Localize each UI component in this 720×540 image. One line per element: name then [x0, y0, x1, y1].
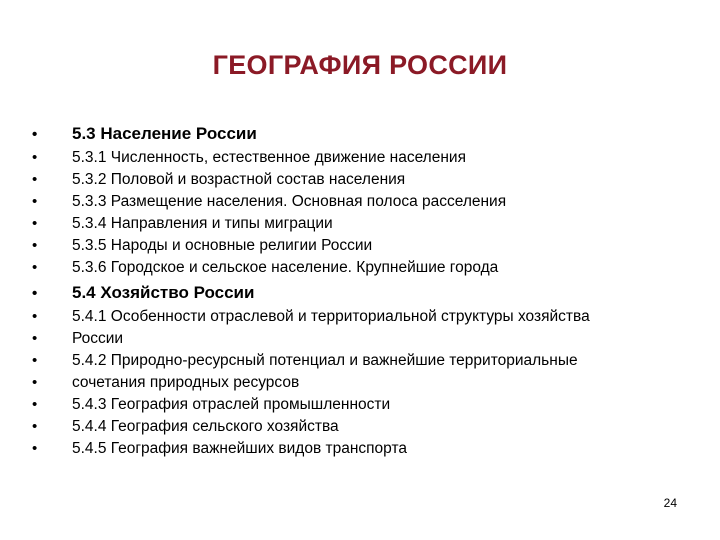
list-item — [30, 235, 700, 257]
item-text: 5.3.4 Направления и типы миграции — [72, 215, 333, 232]
list-item — [30, 372, 700, 394]
bullet-icon: • — [32, 126, 38, 143]
item-text: 5.4.2 Природно-ресурсный потенциал и важнейшие территориальные — [72, 352, 578, 369]
bullet-icon: • — [32, 352, 38, 369]
bullet-icon: • — [32, 285, 38, 302]
item-text: сочетания природных ресурсов — [72, 374, 300, 391]
list-item — [30, 169, 700, 191]
bullet-icon: • — [32, 215, 38, 232]
list-item — [30, 394, 700, 416]
item-text: 5.3.5 Народы и основные религии России — [72, 237, 373, 254]
bullet-icon: • — [32, 149, 38, 166]
list-item — [30, 328, 700, 350]
list-item — [30, 279, 700, 306]
list-item — [30, 350, 700, 372]
item-text: 5.3 Население России — [72, 124, 257, 143]
list-item — [30, 213, 700, 235]
item-text: 5.3.1 Численность, естественное движение населения — [72, 149, 466, 166]
bullet-icon: • — [32, 237, 38, 254]
slide-title: ГЕОГРАФИЯ РОССИИ — [212, 50, 508, 80]
bullet-list — [30, 120, 700, 460]
bullet-icon: • — [32, 330, 38, 347]
item-text: 5.3.3 Размещение населения. Основная полоса расселения — [72, 193, 507, 210]
item-text: 5.4.3 География отраслей промышленности — [72, 396, 391, 413]
list-item — [30, 257, 700, 279]
item-text: 5.4 Хозяйство России — [72, 283, 255, 302]
item-text: России — [72, 330, 124, 347]
bullet-icon: • — [32, 374, 38, 391]
list-item — [30, 416, 700, 438]
item-text: 5.4.1 Особенности отраслевой и территориальной структуры хозяйства — [72, 308, 590, 325]
bullet-icon: • — [32, 418, 38, 435]
list-item — [30, 306, 700, 328]
bullet-icon: • — [32, 440, 38, 457]
bullet-icon: • — [32, 193, 38, 210]
list-item — [30, 191, 700, 213]
list-item — [30, 438, 700, 460]
bullet-icon: • — [32, 171, 38, 188]
bullet-icon: • — [32, 396, 38, 413]
list-item — [30, 147, 700, 169]
item-text: 5.4.4 География сельского хозяйства — [72, 418, 339, 435]
item-text: 5.3.6 Городское и сельское население. Крупнейшие города — [72, 259, 499, 276]
item-text: 5.4.5 География важнейших видов транспорта — [72, 440, 408, 457]
list-item — [30, 120, 700, 147]
item-text: 5.3.2 Половой и возрастной состав населения — [72, 171, 406, 188]
bullet-icon: • — [32, 259, 38, 276]
bullet-icon: • — [32, 308, 38, 325]
page-number: 24 — [663, 496, 677, 510]
